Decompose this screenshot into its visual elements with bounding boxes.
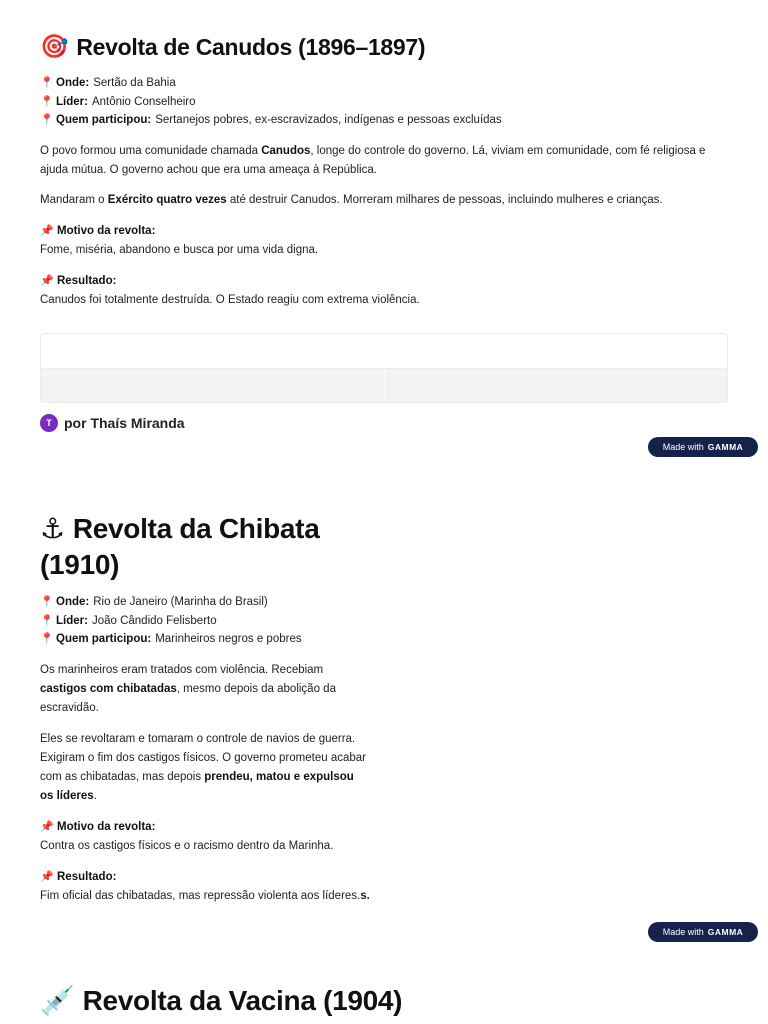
fact-label: Líder: [56, 95, 88, 108]
fact-lider [40, 612, 370, 631]
pin-icon: 📍 [40, 77, 54, 90]
motivo-text: Fome, miséria, abandono e busca por uma vida digna. [40, 243, 319, 256]
pushpin-icon: 📌 [40, 870, 54, 883]
table-row [41, 369, 727, 403]
gamma-logo: GAMMA [707, 442, 744, 452]
heading-vacina [40, 985, 730, 1017]
fact-value: Antônio Conselheiro [91, 95, 196, 108]
fact-value: João Cândido Felisberto [91, 614, 217, 627]
section-vacina [40, 985, 730, 1017]
pushpin-icon: 📌 [40, 820, 54, 833]
fact-participantes [40, 111, 730, 130]
pin-icon: 📍 [40, 596, 54, 608]
made-with-gamma-badge[interactable] [648, 437, 758, 457]
fact-value: Sertão da Bahia [93, 77, 176, 90]
pin-icon: 📍 [40, 114, 54, 127]
target-icon: 🎯 [40, 34, 69, 60]
heading-chibata [40, 511, 370, 583]
author-credit [40, 414, 185, 432]
section-chibata [40, 511, 370, 906]
table-cell [384, 369, 728, 403]
resultado-label: Resultado: [57, 274, 117, 287]
pin-icon: 📍 [40, 633, 54, 645]
badge-prefix: Made with [662, 927, 704, 937]
syringe-icon: 💉 [40, 984, 75, 1017]
fact-label: Onde: [56, 77, 90, 90]
pushpin-icon: 📌 [40, 224, 54, 237]
resultado-text: Canudos foi totalmente destruída. O Estado reagiu com extrema violência. [40, 293, 420, 306]
resultado-label: Resultado: [57, 870, 117, 883]
motivo-block [40, 818, 370, 856]
motivo-label: Motivo da revolta: [57, 224, 156, 237]
fact-onde [40, 593, 370, 612]
fact-label: Quem participou: [56, 633, 152, 645]
fact-participantes [40, 630, 370, 649]
table-row [41, 334, 727, 369]
motivo-label: Motivo da revolta: [57, 820, 156, 833]
pin-icon: 📍 [40, 614, 54, 627]
resultado-text: Fim oficial das chibatadas, mas repressão violenta aos líderes.s. [40, 889, 370, 902]
fact-onde [40, 74, 730, 93]
fact-value: Rio de Janeiro (Marinha do Brasil) [93, 596, 268, 608]
paragraph-castigos: Os marinheiros eram tratados com violência. Recebiam castigos com chibatadas, mesmo depois da abolição da escravidão. [40, 663, 336, 714]
pushpin-icon: 📌 [40, 274, 54, 287]
resultado-block [40, 868, 370, 906]
heading-canudos [40, 34, 730, 60]
fact-label: Onde: [56, 596, 90, 608]
facts-list [40, 593, 370, 649]
paragraph-revolta: Eles se revoltaram e tomaram o controle de navios de guerra. Exigiram o fim dos castigos físicos. O governo prometeu acabar com as chibatadas, mas depois prendeu, matou e expulsou os líderes. [40, 732, 366, 802]
fact-label: Quem participou: [56, 114, 152, 127]
anchor-icon: ⚓ [40, 512, 65, 545]
badge-prefix: Made with [662, 442, 704, 452]
motivo-text: Contra os castigos físicos e o racismo dentro da Marinha. [40, 839, 334, 852]
heading-chibata-line1: Revolta da Chibata [72, 513, 320, 544]
paragraph-comunidade: O povo formou uma comunidade chamada Canudos, longe do controle do governo. Lá, viviam em comunidade, com fé religiosa e ajuda mútua. O governo achou que era uma ameaça à República. [40, 144, 706, 176]
avatar: T [40, 414, 58, 432]
heading-chibata-line2: (1910) [40, 549, 120, 580]
pin-icon: 📍 [40, 95, 54, 108]
fact-label: Líder: [56, 614, 88, 627]
gamma-logo: GAMMA [707, 927, 744, 937]
heading-vacina-text: Revolta da Vacina (1904) [82, 985, 403, 1016]
author-name: por Thaís Miranda [64, 415, 185, 431]
table-cell [41, 369, 384, 403]
facts-list [40, 74, 730, 130]
empty-table [40, 333, 728, 403]
resultado-block [40, 272, 730, 310]
made-with-gamma-badge[interactable] [648, 922, 758, 942]
section-canudos [40, 34, 730, 310]
motivo-block [40, 222, 730, 260]
heading-canudos-text: Revolta de Canudos (1896–1897) [76, 34, 426, 60]
fact-lider [40, 93, 730, 112]
fact-value: Marinheiros negros e pobres [155, 633, 302, 645]
fact-value: Sertanejos pobres, ex-escravizados, indígenas e pessoas excluídas [155, 114, 502, 127]
paragraph-exercito: Mandaram o Exército quatro vezes até destruir Canudos. Morreram milhares de pessoas, incluindo mulheres e crianças. [40, 193, 663, 206]
